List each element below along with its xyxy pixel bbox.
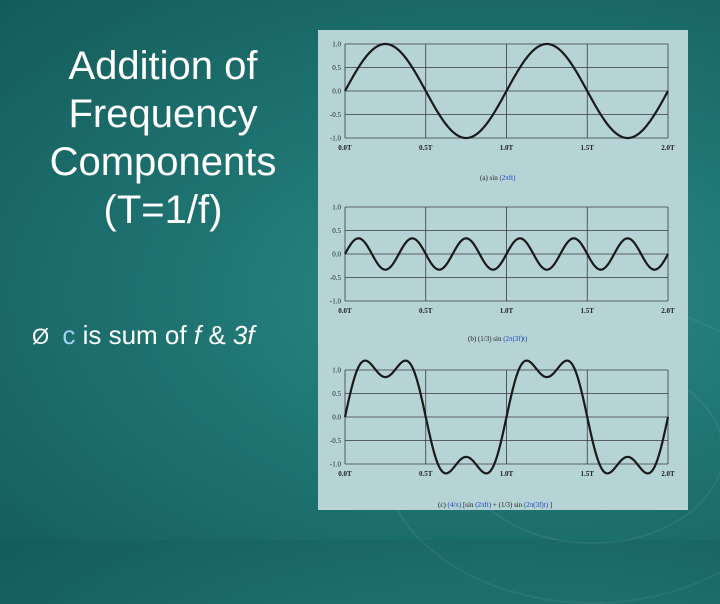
waveform-svg bbox=[318, 30, 688, 510]
bullet-point bbox=[32, 320, 255, 351]
bullet-arrow-icon: Ø bbox=[32, 324, 50, 349]
waveform-figure bbox=[318, 30, 688, 510]
y-tick-label: -0.5 bbox=[329, 274, 341, 282]
caption-a: (a) sin (2πft) bbox=[480, 174, 516, 182]
y-tick-label: 0.0 bbox=[332, 413, 341, 422]
y-tick-label: -1.0 bbox=[329, 297, 341, 306]
x-tick-label: 2.0T bbox=[661, 470, 675, 478]
y-tick-label: -1.0 bbox=[329, 134, 341, 143]
bullet-freq-3f: 3f bbox=[232, 320, 255, 350]
x-tick-label: 1.5T bbox=[580, 144, 594, 152]
y-tick-label: 0.5 bbox=[332, 227, 341, 235]
y-tick-label: 1.0 bbox=[332, 366, 341, 375]
x-tick-label: 0.5T bbox=[419, 470, 433, 478]
x-tick-label: 2.0T bbox=[661, 144, 675, 152]
x-tick-label: 0.0T bbox=[338, 470, 352, 478]
y-tick-label: 0.5 bbox=[332, 64, 341, 72]
x-tick-label: 2.0T bbox=[661, 307, 675, 315]
y-tick-label: 0.0 bbox=[332, 87, 341, 96]
x-tick-label: 1.0T bbox=[499, 144, 514, 152]
x-tick-label: 0.0T bbox=[338, 144, 352, 152]
y-tick-label: 1.0 bbox=[332, 40, 341, 49]
y-tick-label: 0.5 bbox=[332, 390, 341, 398]
x-tick-label: 0.0T bbox=[338, 307, 352, 315]
caption-c: (c) (4/π) [sin (2πft) + (1/3) sin (2π(3f)t) ] bbox=[438, 501, 553, 509]
y-tick-label: 0.0 bbox=[332, 250, 341, 259]
x-tick-label: 1.5T bbox=[580, 307, 594, 315]
bullet-variable: c bbox=[62, 320, 76, 350]
y-tick-label: -0.5 bbox=[329, 111, 341, 119]
bullet-amp: & bbox=[208, 320, 226, 350]
title-line: Addition of bbox=[68, 44, 258, 88]
x-tick-label: 0.5T bbox=[419, 307, 433, 315]
caption-b: (b) (1/3) sin (2π(3f)t) bbox=[468, 335, 528, 343]
x-tick-label: 1.0T bbox=[499, 470, 514, 478]
y-tick-label: 1.0 bbox=[332, 203, 341, 212]
title-line: Components bbox=[49, 140, 277, 184]
y-tick-label: -0.5 bbox=[329, 437, 341, 445]
bullet-freq-f: f bbox=[193, 320, 202, 350]
x-tick-label: 0.5T bbox=[419, 144, 433, 152]
y-tick-label: -1.0 bbox=[329, 460, 341, 469]
x-tick-label: 1.5T bbox=[580, 470, 594, 478]
title-line: (T=1/f) bbox=[103, 188, 223, 232]
bullet-text: is sum of bbox=[82, 320, 187, 350]
title-line: Frequency bbox=[68, 92, 258, 136]
slide-title bbox=[18, 42, 308, 234]
x-tick-label: 1.0T bbox=[499, 307, 514, 315]
